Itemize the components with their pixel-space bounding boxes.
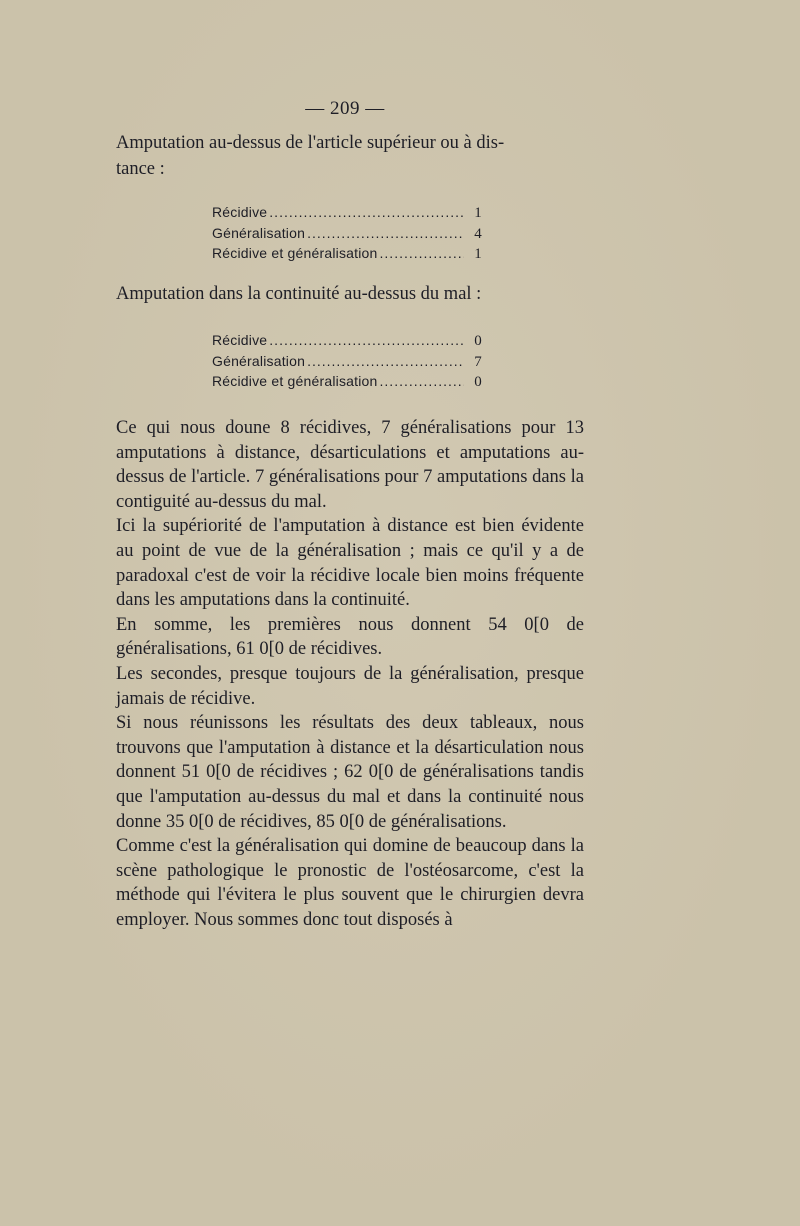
leader-dots [380,244,464,264]
paragraph: Si nous réunissons les résultats des deux tableaux, nous trouvons que l'amputation à distance et la désarticulation nous donnent 51 0[0 de récidives ; 62 0[0 de généralisations tandis que l'amputation au-dessus du mal et dans la continuité nous donne 35 0[0 de récidives, 85 0[0 de généralisations. [116,713,584,832]
leader-dots [307,352,464,372]
row-value: 0 [474,333,482,349]
row-value: 4 [474,225,482,242]
section2-intro: Amputation dans la continuité au-dessus du mal : [116,284,482,304]
leader-dots [380,372,464,392]
section1-intro-line2: tance : [116,159,165,179]
paragraph: Ici la supériorité de l'amputation à distance est bien évidente au point de vue de la généralisation ; mais ce qu'il y a de paradoxal c'est de voir la récidive locale bien moins fréquente dans les amputations dans la continuité. [116,516,584,611]
table-row [212,331,482,352]
section1-intro [116,130,586,182]
row-value: 0 [474,374,482,390]
row-value: 7 [474,353,482,370]
row-label: Récidive et généralisation [212,245,378,261]
body-text [116,416,584,932]
row-value: 1 [474,246,482,262]
page-number: — 209 — [305,98,385,119]
table-row [212,203,482,224]
table-row [212,224,482,245]
paragraph: En somme, les premières nous donnent 54 0[0 de généralisations, 61 0[0 de récidives. [116,614,584,660]
row-label: Récidive [212,332,268,348]
section1-intro-line1: Amputation au-dessus de l'article supérieur ou à dis- [116,133,505,153]
row-label: Généralisation [212,352,306,369]
leader-dots [269,331,464,351]
row-label: Récidive [212,204,268,220]
paragraph: Les secondes, presque toujours de la généralisation, presque jamais de récidive. [116,663,584,709]
row-label: Récidive et généralisation [212,373,378,389]
leader-dots [307,224,464,244]
section1-table [212,203,482,265]
leader-dots [269,203,464,223]
table-row [212,352,482,373]
section2-table [212,331,482,393]
table-row [212,244,482,265]
table-row [212,372,482,393]
row-value: 1 [474,205,482,221]
paragraph: Ce qui nous doune 8 récidives, 7 généralisations pour 13 amputations à distance, désarticulations et amputations au-dessus de l'article. 7 généralisations pour 7 amputations dans la contiguité au-dessus du mal. [116,418,584,512]
row-label: Généralisation [212,224,306,241]
paragraph: Comme c'est la généralisation qui domine de beaucoup dans la scène pathologique le pronostic de l'ostéosarcome, c'est la méthode qui l'évitera le plus souvent que le chirurgien devra employer. Nous sommes donc tout disposés à [116,836,584,930]
